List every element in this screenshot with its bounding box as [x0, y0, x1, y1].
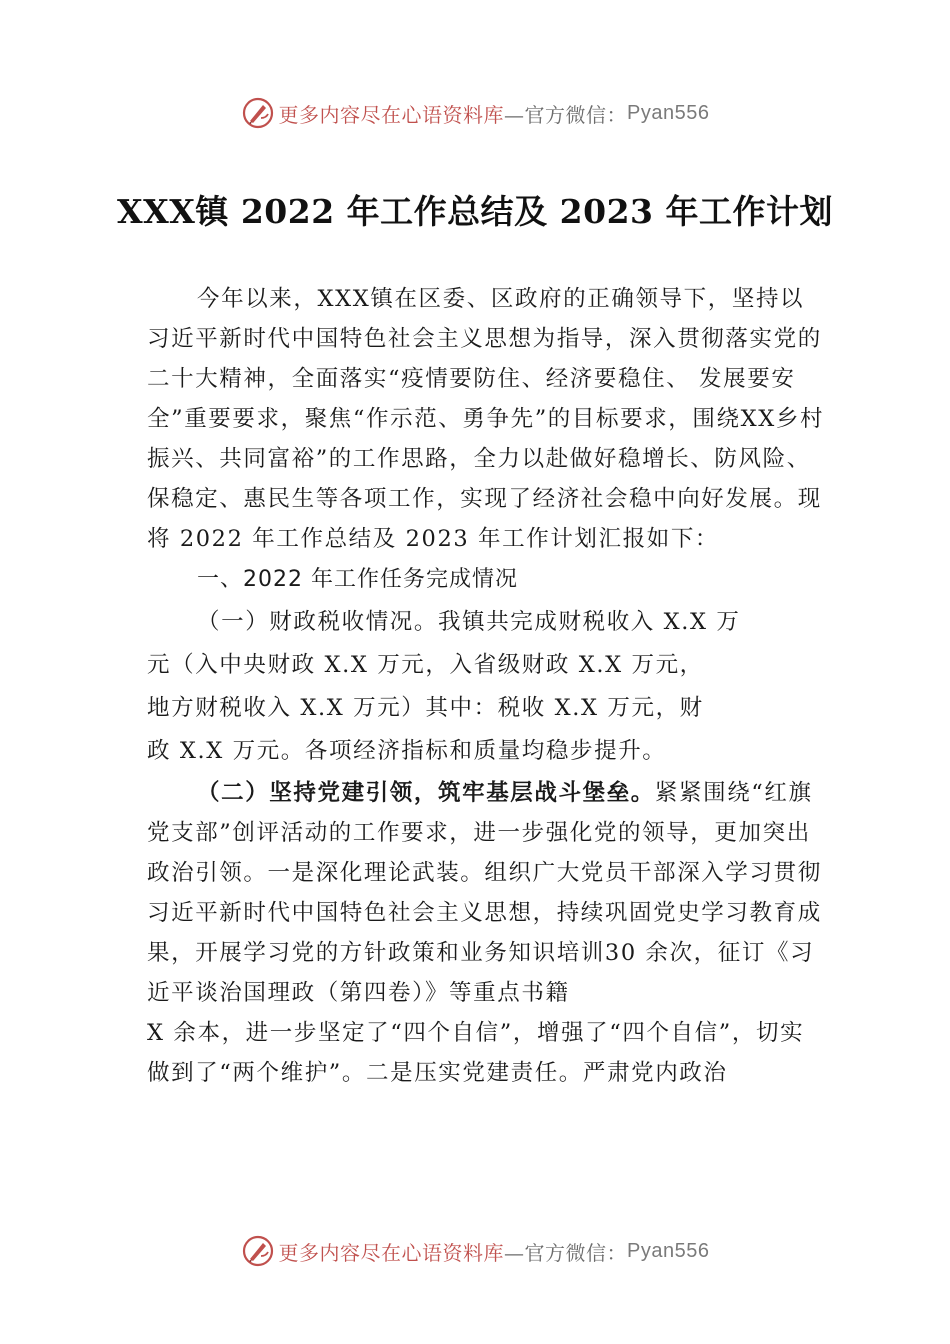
- sub2-heading: （二）坚持党建引领，筑牢基层战斗堡垒。: [197, 780, 655, 806]
- document-title: XXX镇 2022 年工作总结及 2023 年工作计划: [117, 192, 833, 231]
- watermark-header: [0, 96, 950, 130]
- watermark-wechat-id: Pyan556: [627, 101, 710, 124]
- sub1-line2: 元（入中央财政 X.X 万元，入省级财政 X.X 万元，: [147, 652, 704, 678]
- intro-paragraph: 今年以来，XXX镇在区委、区政府的正确领导下，坚持以习近平新时代中国特色社会主义思想为指导，深入贯彻落实党的二十大精神，全面落实“疫情要防住、经济要稳住、 发展要安全”重要要求，聚焦“作示范、勇争先”的目标要求，围绕XX乡村振兴、共同富裕”的工作思路，全力以赴做好稳增长、防风险、保稳定、惠民生等各项工作，实现了经济社会稳中向好发展。现将 2022 年工作总结及 2023 年工作计划汇报如下：: [147, 286, 825, 552]
- sub2-continuation: X 余本，进一步坚定了“四个自信”，增强了“四个自信”，切实做到了“两个维护”。二是压实党建责任。严肃党内政治: [147, 1020, 805, 1086]
- watermark-label: —官方微信：: [504, 1240, 628, 1265]
- watermark-brand: 更多内容尽在心语资料库: [278, 1240, 505, 1265]
- sub1-line1: （一）财政税收情况。我镇共完成财税收入 X.X 万: [197, 609, 741, 635]
- brush-logo-icon: [241, 1234, 275, 1268]
- brush-logo-icon: [241, 96, 275, 130]
- sub1-line4: 政 X.X 万元。各项经济指标和质量均稳步提升。: [147, 738, 667, 764]
- sub1-line3: 地方财税收入 X.X 万元）其中：税收 X.X 万元，财: [147, 695, 704, 721]
- watermark-footer: [0, 1234, 950, 1268]
- watermark-brand: 更多内容尽在心语资料库: [278, 102, 505, 127]
- watermark-label: —官方微信：: [504, 102, 628, 127]
- subsection1: [147, 601, 827, 773]
- section1-heading: 一、2022 年工作任务完成情况: [197, 567, 518, 592]
- document-body: [147, 279, 827, 1093]
- subsection2-paragraph: [147, 773, 827, 1013]
- sub2-body: 紧紧围绕“红旗党支部”创评活动的工作要求，进一步强化党的领导，更加突出政治引领。一是深化理论武装。组织广大党员干部深入学习贯彻习近平新时代中国特色社会主义思想，持续巩固党史学习教育成果，开展学习党的方针政策和业务知识培训30 余次，征订《习近平谈治国理政（第四卷）》等重点书籍: [147, 780, 822, 1006]
- watermark-wechat-id: Pyan556: [627, 1239, 710, 1262]
